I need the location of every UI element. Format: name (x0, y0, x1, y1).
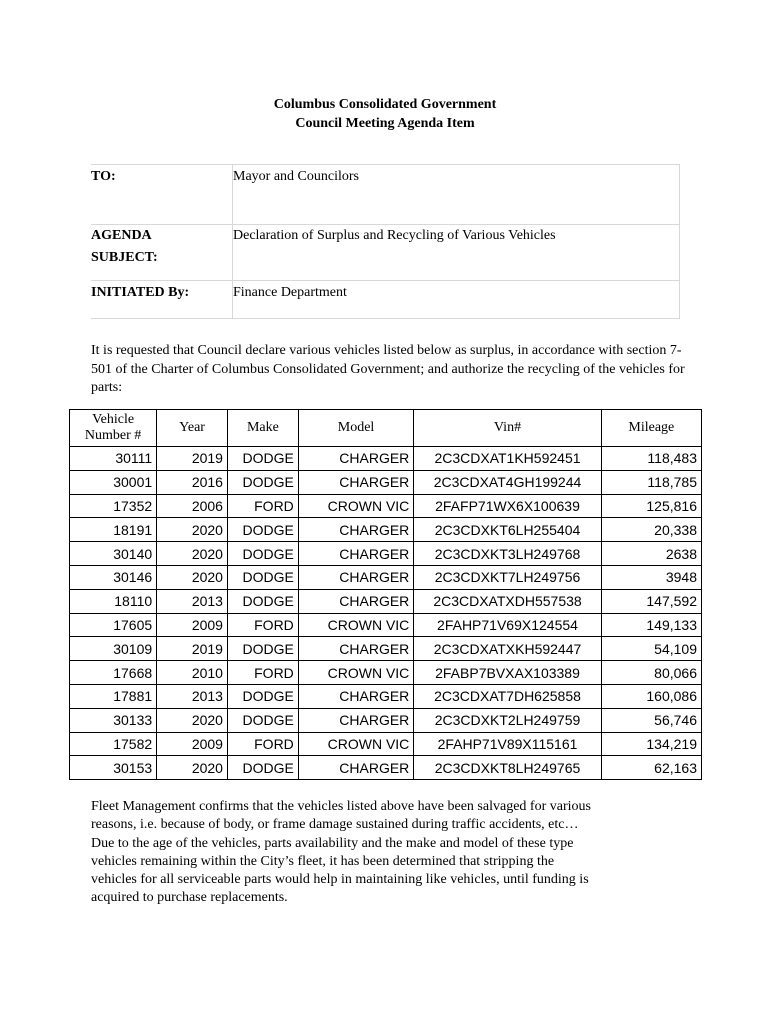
mileage-cell: 20,338 (601, 518, 701, 542)
header-model: Model (298, 410, 414, 447)
vehicle-number-cell: 17352 (70, 494, 157, 518)
mileage-cell: 125,816 (601, 494, 701, 518)
initiated-label: INITIATED By: (91, 281, 233, 319)
vehicle-number-cell: 30140 (70, 542, 157, 566)
vin-cell: 2C3CDXATXDH557538 (414, 589, 601, 613)
table-row (70, 470, 702, 494)
mileage-cell: 80,066 (601, 661, 701, 685)
agenda-info-table (91, 164, 680, 319)
vin-cell: 2C3CDXKT3LH249768 (414, 542, 601, 566)
vehicle-number-cell: 18191 (70, 518, 157, 542)
header-make: Make (227, 410, 298, 447)
table-row (70, 613, 702, 637)
header-mileage: Mileage (601, 410, 701, 447)
to-row (91, 165, 680, 225)
year-cell: 2020 (157, 565, 228, 589)
vehicle-number-cell: 17668 (70, 661, 157, 685)
table-row (70, 684, 702, 708)
initiated-row (91, 281, 680, 319)
initiated-value: Finance Department (233, 281, 680, 319)
mileage-cell: 118,483 (601, 447, 701, 471)
make-cell: DODGE (227, 447, 298, 471)
make-cell: FORD (227, 613, 298, 637)
mileage-cell: 149,133 (601, 613, 701, 637)
year-cell: 2006 (157, 494, 228, 518)
make-cell: DODGE (227, 542, 298, 566)
vin-cell: 2C3CDXAT7DH625858 (414, 684, 601, 708)
closing-paragraph (91, 798, 691, 908)
table-row (70, 518, 702, 542)
header-vehicle-number (70, 410, 157, 447)
year-cell: 2020 (157, 518, 228, 542)
header-vin: Vin# (414, 410, 601, 447)
vehicle-number-cell: 17605 (70, 613, 157, 637)
make-cell: DODGE (227, 684, 298, 708)
closing-line: vehicles for all serviceable parts would help in maintaining like vehicles, until funding is (91, 872, 589, 888)
vin-cell: 2FAFP71WX6X100639 (414, 494, 601, 518)
vehicle-number-cell: 30109 (70, 637, 157, 661)
model-cell: CHARGER (298, 565, 414, 589)
vehicle-number-cell: 17582 (70, 732, 157, 756)
vehicle-number-cell: 30146 (70, 565, 157, 589)
mileage-cell: 118,785 (601, 470, 701, 494)
mileage-cell: 3948 (601, 565, 701, 589)
vehicle-number-cell: 30111 (70, 447, 157, 471)
table-row (70, 637, 702, 661)
table-header-row (70, 410, 702, 447)
vehicle-number-cell: 30001 (70, 470, 157, 494)
vehicle-table (69, 409, 702, 780)
closing-line: acquired to purchase replacements. (91, 890, 288, 906)
mileage-cell: 134,219 (601, 732, 701, 756)
to-label: TO: (91, 165, 233, 225)
table-row (70, 589, 702, 613)
vehicle-number-cell: 18110 (70, 589, 157, 613)
model-cell: CROWN VIC (298, 494, 414, 518)
closing-line: Due to the age of the vehicles, parts availability and the make and model of these type (91, 835, 574, 851)
vin-cell: 2FAHP71V89X115161 (414, 732, 601, 756)
header-vehicle-number-line2: Number # (84, 428, 142, 443)
make-cell: DODGE (227, 708, 298, 732)
make-cell: DODGE (227, 565, 298, 589)
mileage-cell: 54,109 (601, 637, 701, 661)
header-year: Year (157, 410, 228, 447)
subject-label (91, 225, 233, 281)
model-cell: CHARGER (298, 447, 414, 471)
mileage-cell: 2638 (601, 542, 701, 566)
vehicle-number-cell: 17881 (70, 684, 157, 708)
document-type: Council Meeting Agenda Item (295, 116, 475, 131)
mileage-cell: 160,086 (601, 684, 701, 708)
table-row (70, 542, 702, 566)
table-row (70, 565, 702, 589)
model-cell: CHARGER (298, 637, 414, 661)
make-cell: FORD (227, 661, 298, 685)
model-cell: CHARGER (298, 756, 414, 780)
vin-cell: 2C3CDXAT4GH199244 (414, 470, 601, 494)
mileage-cell: 56,746 (601, 708, 701, 732)
model-cell: CHARGER (298, 684, 414, 708)
year-cell: 2013 (157, 589, 228, 613)
table-row (70, 494, 702, 518)
page-title (0, 95, 770, 133)
vehicle-number-cell: 30153 (70, 756, 157, 780)
vehicle-number-cell: 30133 (70, 708, 157, 732)
table-row (70, 756, 702, 780)
make-cell: FORD (227, 732, 298, 756)
year-cell: 2019 (157, 447, 228, 471)
vin-cell: 2C3CDXATXKH592447 (414, 637, 601, 661)
year-cell: 2009 (157, 732, 228, 756)
model-cell: CROWN VIC (298, 661, 414, 685)
year-cell: 2019 (157, 637, 228, 661)
make-cell: DODGE (227, 589, 298, 613)
year-cell: 2020 (157, 542, 228, 566)
subject-label-line2: SUBJECT: (91, 250, 158, 265)
closing-line: vehicles remaining within the City’s fleet, it has been determined that stripping the (91, 853, 555, 869)
table-row (70, 447, 702, 471)
model-cell: CROWN VIC (298, 732, 414, 756)
model-cell: CHARGER (298, 542, 414, 566)
government-name: Columbus Consolidated Government (273, 97, 497, 112)
vin-cell: 2C3CDXAT1KH592451 (414, 447, 601, 471)
year-cell: 2016 (157, 470, 228, 494)
subject-label-line1: AGENDA (91, 228, 152, 243)
mileage-cell: 62,163 (601, 756, 701, 780)
year-cell: 2010 (157, 661, 228, 685)
make-cell: DODGE (227, 637, 298, 661)
model-cell: CHARGER (298, 589, 414, 613)
vehicle-table-body (70, 447, 702, 780)
vin-cell: 2FABP7BVXAX103389 (414, 661, 601, 685)
table-row (70, 732, 702, 756)
make-cell: FORD (227, 494, 298, 518)
subject-row (91, 225, 680, 281)
to-value: Mayor and Councilors (233, 165, 680, 225)
vin-cell: 2C3CDXKT6LH255404 (414, 518, 601, 542)
table-row (70, 661, 702, 685)
mileage-cell: 147,592 (601, 589, 701, 613)
intro-paragraph: It is requested that Council declare various vehicles listed below as surplus, in accordance with section 7-501 of the Charter of Columbus Consolidated Government; and authorize the recycling of the vehicles for parts: (91, 343, 685, 395)
year-cell: 2013 (157, 684, 228, 708)
vin-cell: 2C3CDXKT7LH249756 (414, 565, 601, 589)
model-cell: CHARGER (298, 518, 414, 542)
closing-line: Fleet Management confirms that the vehicles listed above have been salvaged for various (91, 799, 591, 814)
model-cell: CROWN VIC (298, 613, 414, 637)
year-cell: 2020 (157, 756, 228, 780)
vin-cell: 2C3CDXKT8LH249765 (414, 756, 601, 780)
subject-value: Declaration of Surplus and Recycling of Various Vehicles (233, 225, 680, 281)
year-cell: 2020 (157, 708, 228, 732)
model-cell: CHARGER (298, 470, 414, 494)
make-cell: DODGE (227, 756, 298, 780)
vin-cell: 2FAHP71V69X124554 (414, 613, 601, 637)
closing-line: reasons, i.e. because of body, or frame damage sustained during traffic accidents, etc… (91, 817, 579, 833)
make-cell: DODGE (227, 470, 298, 494)
model-cell: CHARGER (298, 708, 414, 732)
vin-cell: 2C3CDXKT2LH249759 (414, 708, 601, 732)
make-cell: DODGE (227, 518, 298, 542)
table-row (70, 708, 702, 732)
year-cell: 2009 (157, 613, 228, 637)
header-vehicle-number-line1: Vehicle (92, 412, 135, 427)
